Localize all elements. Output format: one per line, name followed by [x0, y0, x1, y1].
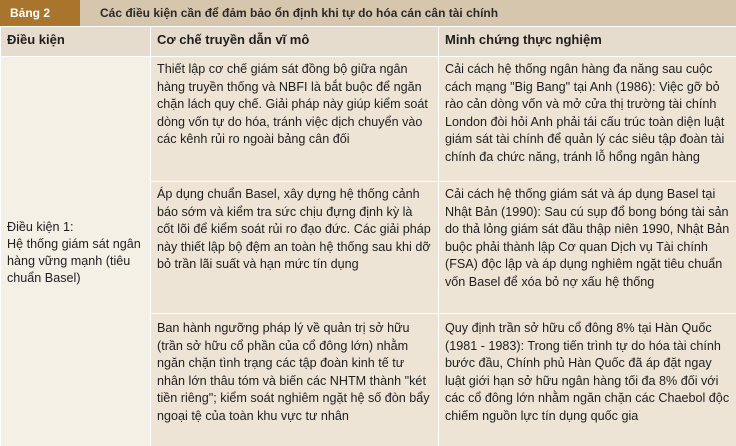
table-title: Các điều kiện cần để đảm bảo ổn định khi tự do hóa cán cân tài chính	[80, 0, 736, 26]
table-number-tag: Bảng 2	[0, 0, 80, 26]
table-row	[1, 57, 736, 182]
evidence-cell: Cải cách hệ thống giám sát và áp dụng Basel tại Nhật Bản (1990): Sau cú sụp đổ bong bóng tài sản do thả lỏng giám sát đầu thập niên 1990, Nhật Bản buộc phải thành lập Cơ quan Dịch vụ Tài chính (FSA) độc lập và áp dụng nghiêm ngặt tiêu chuẩn vốn Basel để xóa bỏ nợ xấu hệ thống	[439, 182, 736, 314]
header-evidence: Minh chứng thực nghiệm	[439, 27, 736, 57]
evidence-cell: Quy định trần sở hữu cổ đông 8% tại Hàn Quốc (1981 - 1983): Trong tiến trình tự do hóa tài chính bước đầu, Chính phủ Hàn Quốc đã áp đặt ngay luật giới hạn sở hữu ngân hàng tối đa 8% đối với các cổ đông lớn nhằm ngăn chặn các Chaebol độc chiếm nguồn lực tín dụng quốc gia	[439, 314, 736, 446]
table-header-row	[1, 27, 736, 57]
mechanism-cell: Thiết lập cơ chế giám sát đồng bộ giữa ngân hàng truyền thống và NBFI là bắt buộc để ngăn chặn lách quy chế. Giải pháp này giúp kiểm soát dòng vốn tự do hóa, tránh việc dịch chuyển vào các kênh rủi ro ngoài bảng cân đối	[151, 57, 439, 182]
condition-description: Hệ thống giám sát ngân hàng vững mạnh (tiêu chuẩn Basel)	[7, 236, 141, 285]
condition-number: Điều kiện 1:	[7, 219, 74, 234]
evidence-cell: Cải cách hệ thống ngân hàng đa năng sau cuộc cách mạng "Big Bang" tại Anh (1986): Việc gỡ bỏ rào cản dòng vốn và mở cửa thị trường tài chính London đòi hỏi Anh phải tái cấu trúc toàn diện luật giám sát tài chính để quản lý các siêu tập đoàn tài chính đa chức năng, tránh lỗ hổng ngân hàng	[439, 57, 736, 182]
mechanism-cell: Áp dụng chuẩn Basel, xây dựng hệ thống cảnh báo sớm và kiểm tra sức chịu đựng định kỳ là cốt lõi để kiểm soát rủi ro đạo đức. Các giải pháp này thiết lập bộ đệm an toàn hệ thống sau khi dỡ bỏ trần lãi suất và hạn mức tín dụng	[151, 182, 439, 314]
conditions-table	[0, 26, 736, 446]
table-title-bar	[0, 0, 736, 26]
header-mechanism: Cơ chế truyền dẫn vĩ mô	[151, 27, 439, 57]
condition-cell	[1, 57, 151, 446]
mechanism-cell: Ban hành ngưỡng pháp lý về quản trị sở hữu (trần sở hữu cổ phần của cổ đông lớn) nhằm ngăn chặn tình trạng các tập đoàn kinh tế tư nhân lớn thâu tóm và biến các NHTM thành "két tiền riêng"; kiểm soát nghiêm ngặt hệ số đòn bẩy ngoại tệ của toàn khu vực tư nhân	[151, 314, 439, 446]
header-condition: Điều kiện	[1, 27, 151, 57]
